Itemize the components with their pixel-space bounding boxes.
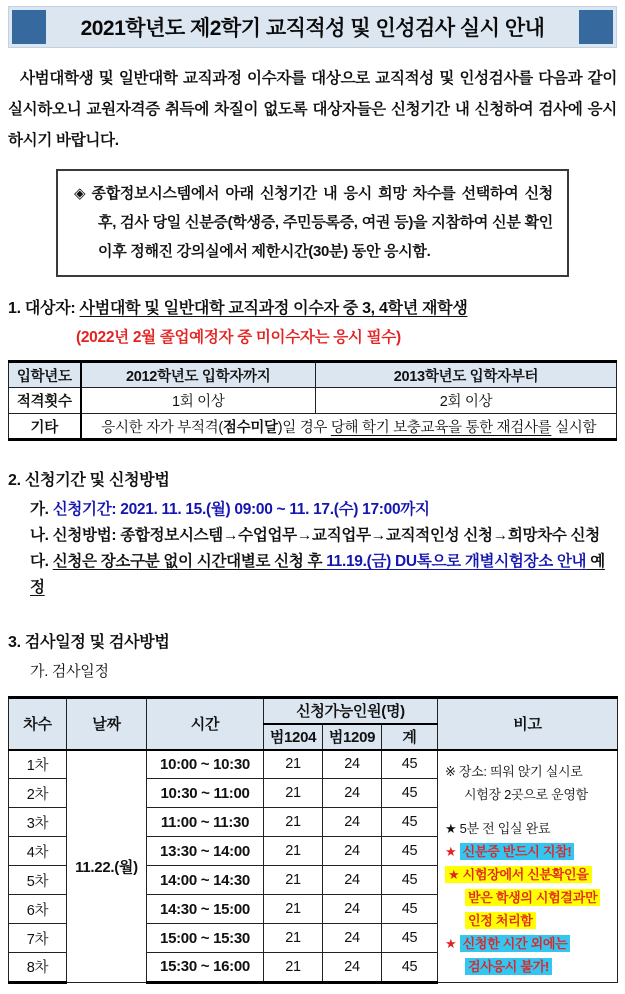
time-cell: 14:00 ~ 14:30 [147,866,264,895]
total-cell: 45 [382,779,438,808]
round-cell: 3차 [9,808,67,837]
reference-mark-icon: ※ [445,763,456,779]
application-notice-black2: 예정 [30,553,605,596]
total-cell: 45 [382,808,438,837]
etc-bold: 점수미달 [222,419,278,436]
round-cell: 1차 [9,750,67,779]
page-title: 2021학년도 제2학기 교직적성 및 인성검사 실시 안내 [80,17,545,40]
time-restriction-text2: 검사응시 불가! [465,958,552,975]
schedule-table [8,696,618,984]
header-capacity-group: 신청가능인원(명) [264,698,438,724]
section-application [8,471,617,601]
application-notice-line [30,549,617,601]
table-row [9,414,617,440]
total-cell: 45 [382,895,438,924]
round-cell: 4차 [9,837,67,866]
title-banner [8,6,617,48]
remark-verification-line1 [445,863,612,886]
header-date: 날짜 [67,698,147,750]
total-cell: 45 [382,953,438,982]
header-room-b: 범1209 [323,724,382,750]
round-cell: 6차 [9,895,67,924]
notice-text [74,179,553,266]
remarks-content [445,760,612,978]
item-da-prefix: 다. [30,553,49,570]
room-a-cell: 21 [264,837,323,866]
round-cell: 7차 [9,924,67,953]
item-ga-prefix: 가. [30,501,49,518]
section-target [8,299,617,441]
title-left-square-decoration [12,10,46,44]
remark-verification-line2 [445,886,612,909]
eligibility-count-from-2013: 2회 이상 [316,388,617,414]
header-time: 시간 [147,698,264,750]
eligibility-etc-value [81,414,617,440]
remark-location-text1: 장소: 띄워 앉기 실시로 [458,763,583,779]
etc-mid: )일 경우 [277,419,331,436]
total-cell: 45 [382,866,438,895]
application-method-line: 나. 신청방법: 종합정보시스템→수업업무→교직업무→교직적인성 신청→희망차수 신청 [30,527,600,544]
room-b-cell: 24 [323,750,382,779]
room-b-cell: 24 [323,895,382,924]
room-a-cell: 21 [264,953,323,982]
total-cell: 45 [382,924,438,953]
room-b-cell: 24 [323,953,382,982]
time-cell: 15:00 ~ 15:30 [147,924,264,953]
application-period-line [30,497,617,523]
remark-time-restriction-line1 [445,932,612,955]
remarks-spacer [445,806,612,817]
total-cell: 45 [382,750,438,779]
room-a-cell: 21 [264,924,323,953]
notice-box [56,169,569,277]
etc-pre: 응시한 자가 부적격( [101,419,223,436]
application-notice-blue: 11.19.(금) DU톡으로 개별시험장소 안내 [326,553,587,570]
room-b-cell: 24 [323,924,382,953]
remark-entry-text: 5분 전 입실 완료 [459,820,551,836]
table-row [9,698,618,724]
eligibility-header-until-2012: 2012학년도 입학자까지 [81,362,316,388]
date-cell: 11.22.(월) [67,750,147,983]
red-star-icon: ★ [448,866,460,882]
section1-red-note: (2022년 2월 졸업예정자 중 미이수자는 응시 필수) [76,329,401,346]
room-b-cell: 24 [323,808,382,837]
time-cell: 11:00 ~ 11:30 [147,808,264,837]
room-b-cell: 24 [323,837,382,866]
schedule-table-body [9,750,618,983]
header-total: 계 [382,724,438,750]
round-cell: 2차 [9,779,67,808]
diamond-bullet-icon: ◈ [74,185,86,202]
section1-heading [8,299,617,319]
eligibility-etc-label: 기타 [9,414,81,440]
schedule-table-head [9,698,618,750]
table-row [9,362,617,388]
eligibility-header-year: 입학년도 [9,362,81,388]
section-schedule [8,633,617,984]
room-a-cell: 21 [264,895,323,924]
verification-text1: 시험장에서 신분확인을 [462,866,589,882]
red-star-icon: ★ [445,843,457,859]
room-a-cell: 21 [264,808,323,837]
black-star-icon: ★ [445,820,457,836]
remark-id-highlight: 신분증 반드시 지참! [460,843,575,860]
application-notice-black1: 신청은 장소구분 없이 시간대별로 신청 후 [52,553,327,570]
table-row [9,388,617,414]
time-cell: 14:30 ~ 15:00 [147,895,264,924]
time-cell: 10:30 ~ 11:00 [147,779,264,808]
room-b-cell: 24 [323,866,382,895]
verification-highlight1 [445,866,592,883]
title-right-square-decoration [579,10,613,44]
section3-subheading: 가. 검사일정 [30,663,109,680]
remark-id-required [445,840,612,863]
section1-heading-prefix: 1. 대상자: [8,300,76,317]
eligibility-count-until-2012: 1회 이상 [81,388,316,414]
eligibility-table [8,360,617,441]
time-restriction-text1: 신청한 시간 외에는 [460,935,571,952]
application-period-value: 신청기간: 2021. 11. 15.(월) 09:00 ~ 11. 17.(수) 17:00까지 [52,501,430,518]
time-cell: 10:00 ~ 10:30 [147,750,264,779]
room-a-cell: 21 [264,750,323,779]
etc-underlined: 당해 학기 보충교육을 통한 재검사를 [330,419,552,436]
header-note: 비고 [438,698,618,750]
section2-heading: 2. 신청기간 및 신청방법 [8,472,170,489]
round-cell: 5차 [9,866,67,895]
room-b-cell: 24 [323,779,382,808]
section3-heading: 3. 검사일정 및 검사방법 [8,634,170,651]
room-a-cell: 21 [264,866,323,895]
time-cell: 15:30 ~ 16:00 [147,953,264,982]
time-cell: 13:30 ~ 14:00 [147,837,264,866]
red-star-icon: ★ [445,935,457,951]
section1-heading-target: 사범대학 및 일반대학 교직과정 이수자 중 3, 4학년 재학생 [79,300,468,317]
etc-post: 실시함 [551,419,597,436]
round-cell: 8차 [9,953,67,982]
header-room-a: 범1204 [264,724,323,750]
remark-verification-line3 [445,909,612,932]
eligibility-header-from-2013: 2013학년도 입학자부터 [316,362,617,388]
verification-text3: 인정 처리함 [465,912,536,929]
remarks-cell [438,750,618,983]
intro-paragraph: 사범대학생 및 일반대학 교직과정 이수자를 대상으로 교직적성 및 인성검사를 다음과 같이 실시하오니 교원자격증 취득에 차질이 없도록 대상자들은 신청기간 내 신청하여 검사에 응시하시기 바랍니다. [8,70,617,149]
verification-text2: 받은 학생의 시험결과만 [465,889,600,906]
table-row [9,750,618,779]
remark-location-line1 [445,760,612,783]
remark-time-restriction-line2 [445,955,612,978]
remark-entry-time [445,817,612,840]
total-cell: 45 [382,837,438,866]
room-a-cell: 21 [264,779,323,808]
eligibility-count-label: 적격횟수 [9,388,81,414]
header-round: 차수 [9,698,67,750]
remark-location-line2: 시험장 2곳으로 운영함 [464,786,588,802]
notice-body: 종합정보시스템에서 아래 신청기간 내 응시 희망 차수를 선택하여 신청 후, 검사 당일 신분증(학생증, 주민등록증, 여권 등)을 지참하여 신분 확인 이후 정해진 강의실에서 제한시간(30분) 동안 응시함. [91,185,553,260]
